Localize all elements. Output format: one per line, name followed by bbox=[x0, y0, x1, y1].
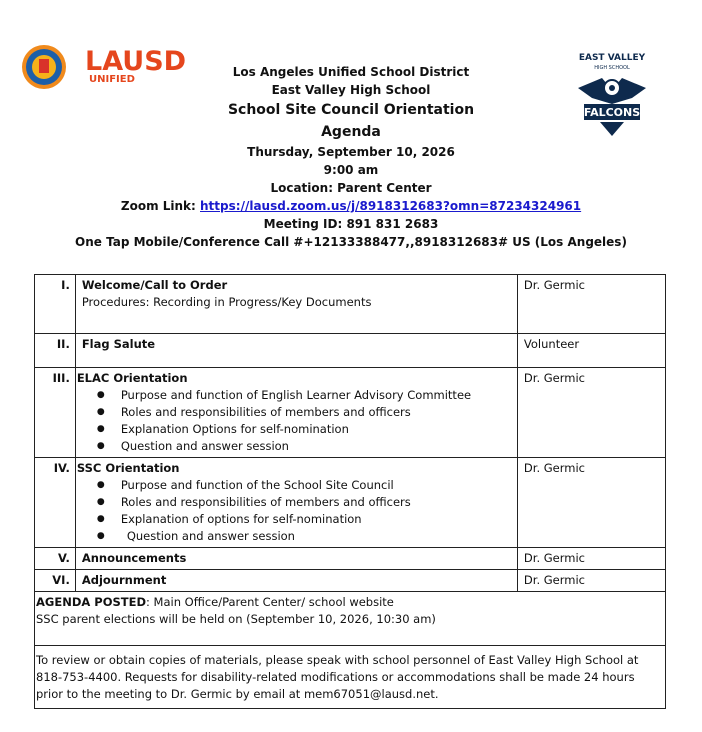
lausd-logo-text: LAUSD bbox=[85, 46, 187, 77]
agenda-item-number: II. bbox=[35, 334, 76, 368]
bullet-item: ● Explanation Options for self-nomination bbox=[115, 421, 511, 438]
agenda-row bbox=[35, 368, 666, 458]
zoom-label: Zoom Link: bbox=[120, 199, 201, 213]
agenda-item-title: Welcome/Call to Order bbox=[81, 278, 228, 292]
one-tap-line: One Tap Mobile/Conference Call #+12133388477,,8918312683# US (Los Angeles) bbox=[75, 235, 627, 249]
meeting-id: Meeting ID: 891 831 2683 bbox=[263, 217, 439, 231]
agenda-item-number: VI. bbox=[35, 570, 76, 592]
agenda-item-presenter: Dr. Germic bbox=[517, 368, 665, 458]
agenda-table bbox=[34, 274, 666, 709]
falcons-logo-sub: HIGH SCHOOL bbox=[594, 65, 630, 71]
agenda-item-number: I. bbox=[35, 275, 76, 334]
agenda-row bbox=[35, 458, 666, 548]
agenda-item-title: Adjournment bbox=[81, 573, 167, 587]
bullet-list bbox=[77, 477, 511, 545]
bullet-item: ● Roles and responsibilities of members and officers bbox=[115, 494, 511, 511]
falcons-logo-main: FALCONS bbox=[583, 106, 641, 119]
meeting-location: Location: Parent Center bbox=[270, 181, 432, 195]
agenda-row bbox=[35, 548, 666, 570]
district-name: Los Angeles Unified School District bbox=[232, 65, 470, 79]
agenda-item-presenter: Dr. Germic bbox=[517, 570, 665, 592]
bullet-item: ● Explanation of options for self-nomination bbox=[115, 511, 511, 528]
agenda-item-presenter: Dr. Germic bbox=[517, 458, 665, 548]
agenda-subtitle: Agenda bbox=[321, 124, 381, 140]
bullet-item: ● Question and answer session bbox=[115, 528, 511, 545]
agenda-row bbox=[35, 334, 666, 368]
agenda-item-title: Flag Salute bbox=[81, 337, 156, 351]
zoom-line bbox=[0, 197, 702, 215]
falcons-logo-top: EAST VALLEY bbox=[578, 53, 646, 63]
agenda-row bbox=[35, 570, 666, 592]
agenda-row bbox=[35, 275, 666, 334]
agenda-item-presenter: Volunteer bbox=[517, 334, 665, 368]
agenda-item-title: SSC Orientation bbox=[76, 461, 180, 475]
posted-text: : Main Office/Parent Center/ school website bbox=[146, 595, 394, 609]
notice-text: To review or obtain copies of materials, please speak with school personnel of East Valley High School at 818-753-4400. Requests for disability-related modifications or accommodations shall be made 24 hours prior to the meeting to Dr. Germic by email at mem67051@lausd.net. bbox=[35, 646, 666, 709]
agenda-item-number: V. bbox=[35, 548, 76, 570]
posted-row bbox=[35, 592, 666, 646]
meeting-time: 9:00 am bbox=[323, 163, 379, 177]
agenda-item-presenter: Dr. Germic bbox=[517, 275, 665, 334]
posted-label: AGENDA POSTED bbox=[36, 595, 147, 609]
meeting-title: School Site Council Orientation bbox=[227, 102, 475, 118]
agenda-item-title: ELAC Orientation bbox=[76, 371, 188, 385]
bullet-item: ● Purpose and function of English Learner Advisory Committee bbox=[115, 387, 511, 404]
bullet-item: ● Roles and responsibilities of members and officers bbox=[115, 404, 511, 421]
elections-line: SSC parent elections will be held on (September 10, 2026, 10:30 am) bbox=[36, 612, 436, 626]
agenda-item-title: Announcements bbox=[81, 551, 187, 565]
agenda-item-number: III. bbox=[35, 368, 76, 458]
zoom-link[interactable]: https://lausd.zoom.us/j/8918312683?omn=87234324961 bbox=[200, 199, 582, 213]
agenda-item-number: IV. bbox=[35, 458, 76, 548]
bullet-list bbox=[77, 387, 511, 455]
school-name: East Valley High School bbox=[271, 83, 431, 97]
meeting-date: Thursday, September 10, 2026 bbox=[247, 145, 455, 159]
notice-row bbox=[35, 646, 666, 709]
agenda-item-detail: Procedures: Recording in Progress/Key Documents bbox=[81, 295, 372, 309]
bullet-item: ● Question and answer session bbox=[115, 438, 511, 455]
agenda-item-presenter: Dr. Germic bbox=[517, 548, 665, 570]
lausd-logo-sub: UNIFIED bbox=[89, 74, 135, 85]
bullet-item: ● Purpose and function of the School Site Council bbox=[115, 477, 511, 494]
agenda-header bbox=[0, 63, 702, 251]
posted-line bbox=[36, 594, 664, 611]
